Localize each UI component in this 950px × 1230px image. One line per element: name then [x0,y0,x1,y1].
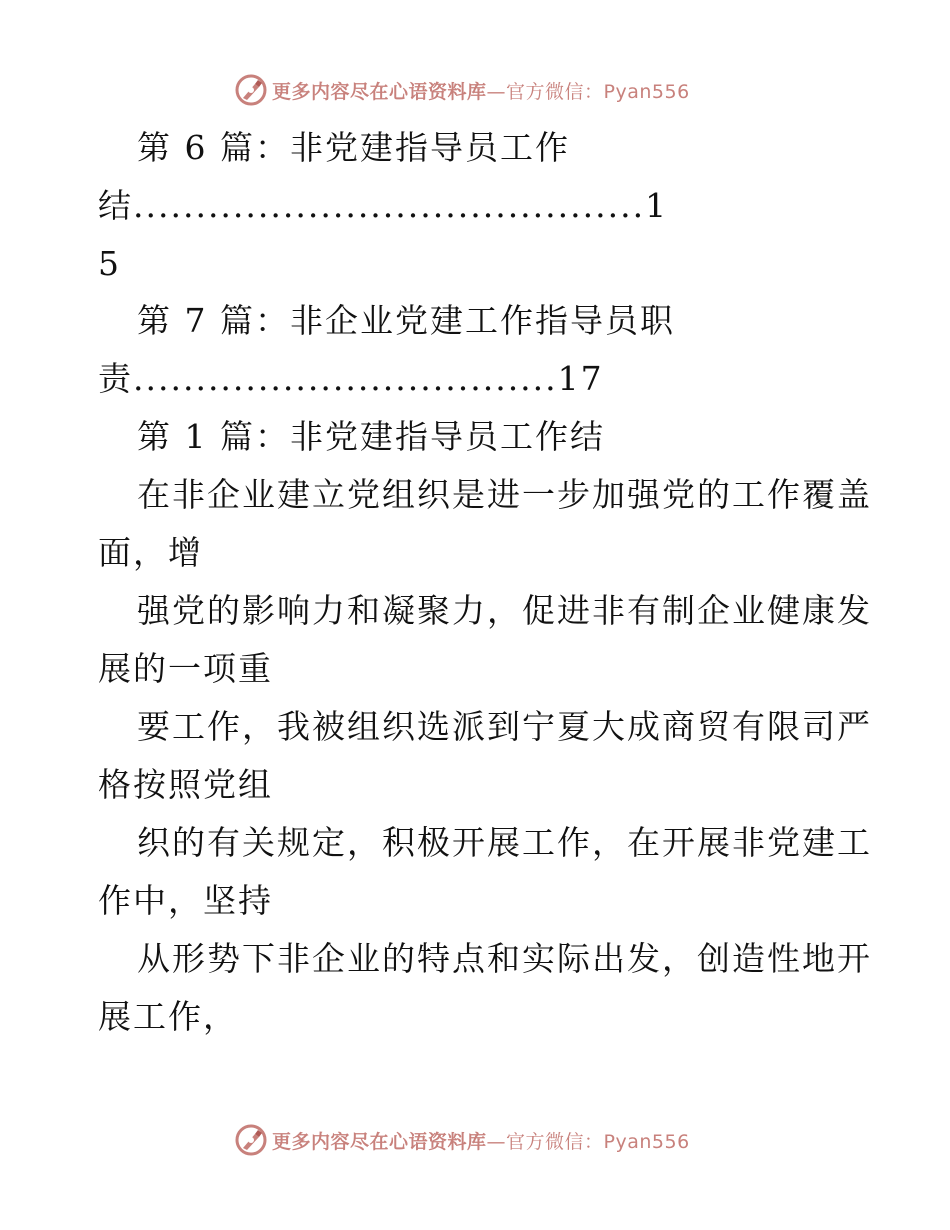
toc-entry-6-page-tail: 5 [98,244,121,283]
toc-entry-7-title: 第 7 篇：非企业党建工作指导员职 [137,301,675,340]
watermark-text: 更多内容尽在心语资料库—官方微信：Pyan556 [272,80,690,103]
toc-entry-6-leader: 结.........................................1 [98,186,669,225]
paragraph-line: 作中，坚持 [98,881,273,920]
toc-entry-6-title: 第 6 篇：非党建指导员工作 [137,128,570,167]
watermark-banner-bottom [234,1123,690,1157]
paragraph-line: 展的一项重 [98,649,273,688]
pen-logo-icon [234,1123,268,1157]
paragraph-line: 强党的影响力和凝聚力，促进非有制企业健康发 [137,591,872,630]
paragraph-line: 从形势下非企业的特点和实际出发，创造性地开 [137,939,872,978]
paragraph-line: 在非企业建立党组织是进一步加强党的工作覆盖 [137,475,872,514]
paragraph-line: 展工作， [98,997,238,1036]
article-heading: 第 1 篇：非党建指导员工作结 [137,417,605,456]
paragraph-line: 织的有关规定，积极开展工作，在开展非党建工 [137,823,872,862]
paragraph-line: 要工作，我被组织选派到宁夏大成商贸有限司严 [137,707,872,746]
paragraph-line: 格按照党组 [98,765,273,804]
pen-logo-icon [234,73,268,107]
paragraph-line: 面，增 [98,533,203,572]
toc-entry-7-leader: 责..................................17 [98,359,604,398]
watermark-banner-top [234,73,690,107]
watermark-text: 更多内容尽在心语资料库—官方微信：Pyan556 [272,1130,690,1153]
